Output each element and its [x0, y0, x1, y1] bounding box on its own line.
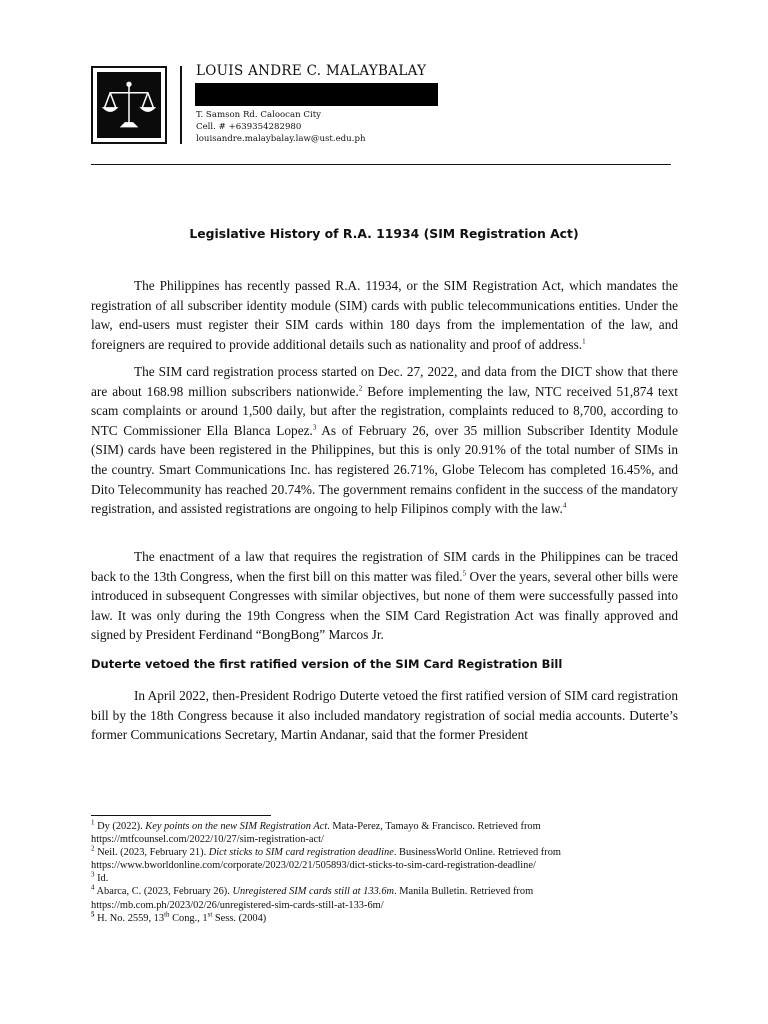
section-heading: Duterte vetoed the first ratified version of the SIM Card Registration Bill: [91, 657, 563, 671]
header-rule: [91, 164, 671, 165]
footnote-1: [91, 820, 691, 833]
footnote-ref-1: 1: [582, 337, 586, 346]
paragraph-3: [91, 547, 678, 645]
footnote-2-post: . BusinessWorld Online. Retrieved from: [393, 847, 561, 859]
footnote-4: [91, 885, 691, 898]
footnote-ref-4: 4: [562, 501, 567, 510]
footnote-5-sup-1: th: [164, 910, 170, 919]
letterhead-name: LOUIS ANDRE C. MALAYBALAY: [196, 63, 427, 79]
document-title: Legislative History of R.A. 11934 (SIM Registration Act): [189, 226, 579, 241]
paragraph-2-text-a: The SIM card registration process started on Dec. 27, 2022, and data from the DICT show that there are about 168.98 million subscribers nationwide.: [91, 364, 678, 399]
footnote-3-text: Id.: [94, 873, 109, 885]
footnote-5-text-1: H. No. 2559, 13: [94, 912, 165, 924]
letterhead-address: T. Samson Rd. Caloocan City: [196, 110, 322, 120]
footnote-4-url[interactable]: https://mb.com.ph/2023/02/26/unregistered-sim-cards-still-at-133-6m/: [91, 899, 384, 911]
footnote-ref-5: 5: [462, 569, 467, 578]
footnotes: [91, 820, 691, 925]
footnote-1-pre: Dy (2022).: [94, 821, 146, 832]
footnote-5: [91, 912, 691, 925]
footnote-1-number: 1: [91, 818, 95, 827]
footnote-4-title: Unregistered SIM cards still at 133.6m: [232, 886, 395, 898]
footnote-separator: [91, 815, 271, 816]
paragraph-3-text-b: Over the years, several other bills were introduced in subsequent Congresses with similar objectives, but none of them were successfully passed into law. It was only during the 19th Congress when the SIM Card Registration Act was finally approved and signed by President Ferdinand “BongBong” Marcos Jr.: [91, 568, 678, 643]
footnote-2-url[interactable]: https://www.bworldonline.com/corporate/2023/02/21/505893/dict-sticks-to-sim-card-registration-deadline/: [91, 860, 536, 872]
footnote-3: [91, 872, 691, 885]
paragraph-2: [91, 362, 678, 519]
scales-icon: [97, 72, 161, 138]
paragraph-4-text: In April 2022, then-President Rodrigo Duterte vetoed the first ratified version of SIM card registration bill by the 18th Congress because it also included mandatory registration of social media accounts. Duterte’s former Communications Secretary, Martin Andanar, said that the former President: [91, 688, 678, 743]
footnote-2-pre: Neil. (2023, February 21).: [94, 847, 209, 859]
letterhead-email: louisandre.malaybalay.law@ust.edu.ph: [196, 134, 366, 144]
footnote-2-number: 2: [91, 844, 95, 853]
footnote-5-text-3: Sess. (2004): [212, 912, 267, 924]
footnote-4-pre: Abarca, C. (2023, February 26).: [94, 886, 233, 898]
footnote-2: [91, 846, 691, 859]
footnote-2-title: Dict sticks to SIM card registration deadline: [208, 847, 394, 859]
footnote-1-post: . Mata-Perez, Tamayo & Francisco. Retrieved from: [327, 821, 541, 832]
footnote-3-number: 3: [91, 870, 95, 879]
footnote-ref-3: 3: [312, 423, 317, 432]
paragraph-1: [91, 276, 678, 354]
letterhead-divider: [180, 66, 182, 144]
footnote-1-title: Key points on the new SIM Registration Act: [145, 821, 328, 832]
scales-of-justice-logo-icon: [91, 66, 167, 144]
footnote-4-post: . Manila Bulletin. Retrieved from: [394, 886, 534, 898]
footnote-1-url[interactable]: https://mtfcounsel.com/2022/10/27/sim-registration-act/: [91, 834, 324, 846]
footnote-5-sup-2: st: [207, 910, 213, 919]
footnote-5-text-2: Cong., 1: [169, 912, 208, 924]
paragraph-2-text-c: As of February 26, over 35 million Subscriber Identity Module (SIM) cards have been registered in the Philippines, but this is only 20.91% of the total number of SIMs in the country. Smart Communications Inc. has registered 26.71%, Globe Telecom has completed 16.45%, and Dito Telecommunity has reached 20.74%. The government remains confident in the success of the mandatory registration, and assisted registrations are ongoing to help Filipinos comply with the law.: [91, 422, 678, 517]
footnote-4-number: 4: [91, 884, 95, 892]
paragraph-2-text-b: Before implementing the law, NTC received 51,874 text scam complaints or around 1,500 daily, but after the registration, complaints reduced to 8,700, according to NTC Commissioner Ella Blanca Lopez.: [91, 383, 678, 438]
paragraph-1-text: The Philippines has recently passed R.A. 11934, or the SIM Registration Act, which mandates the registration of all subscriber identity module (SIM) cards with public telecommunications entities. Under the law, end-users must register their SIM cards within 180 days from the implementation of the law, and foreigners are required to provide additional details such as nationality and proof of address.: [91, 278, 678, 352]
letterhead-cell: Cell. # +639354282980: [196, 122, 302, 132]
footnote-5-number: 5: [91, 910, 95, 919]
paragraph-4: [91, 686, 678, 745]
footnote-ref-2: 2: [358, 384, 363, 393]
paragraph-3-text-a: The enactment of a law that requires the registration of SIM cards in the Philippines can be traced back to the 13th Congress, when the first bill on this matter was filed.: [91, 549, 678, 584]
redacted-bar: [195, 83, 438, 106]
